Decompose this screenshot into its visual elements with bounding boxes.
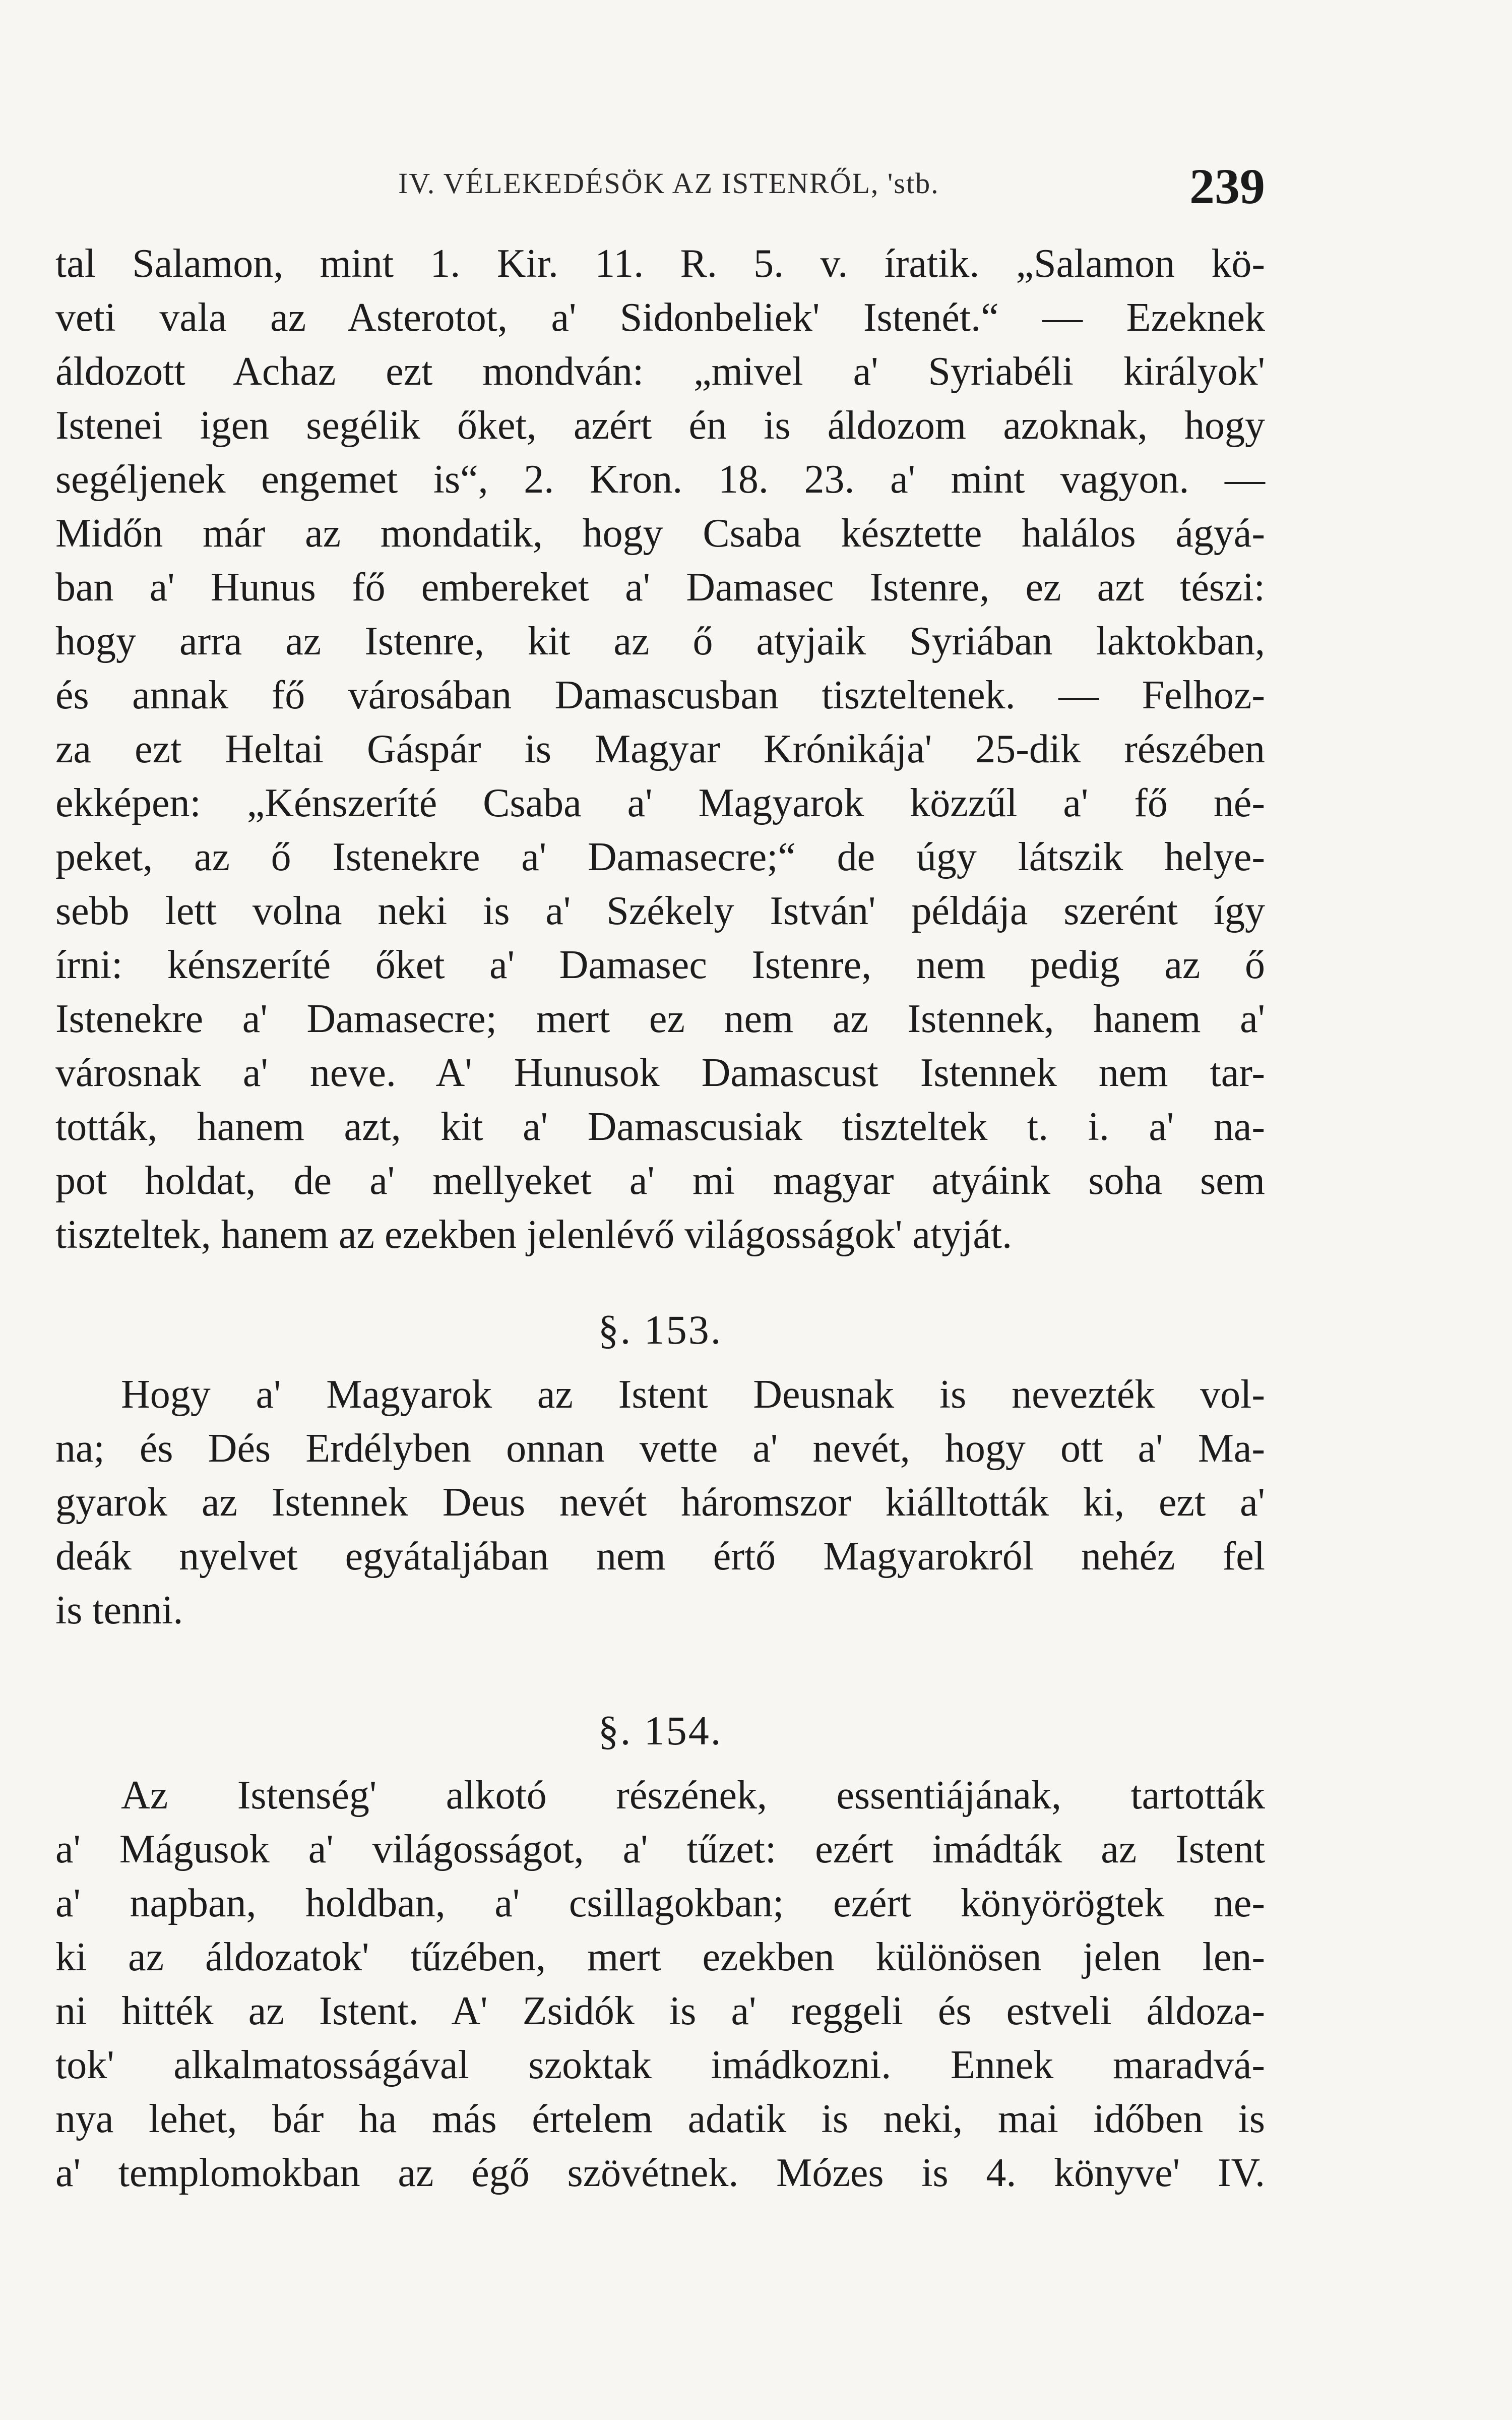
text-line: tották, hanem azt, kit a' Damascusiak tiszteltek t. i. a' na-: [55, 1105, 1265, 1149]
text-line: tok' alkalmatosságával szoktak imádkozni. Ennek maradvá-: [55, 2043, 1265, 2087]
text-line: Hogy a' Magyarok az Istent Deusnak is nevezték vol-: [121, 1372, 1265, 1417]
section-152-continuation: [55, 237, 1265, 1262]
text-line: za ezt Heltai Gáspár is Magyar Krónikája' 25-dik részében: [55, 727, 1265, 771]
section-153-heading: §. 153.: [598, 1307, 723, 1353]
text-line: is tenni.: [55, 1588, 183, 1632]
text-line: ni hitték az Istent. A' Zsidók is a' reggeli és estveli áldoza-: [55, 1989, 1265, 2033]
text-line: gyarok az Istennek Deus nevét háromszor kiálltották ki, ezt a': [55, 1480, 1265, 1525]
text-line: írni: kénszeríté őket a' Damasec Istenre, nem pedig az ő: [55, 943, 1265, 987]
text-line: ekképen: „Kénszeríté Csaba a' Magyarok közzűl a' fő né-: [55, 781, 1265, 825]
text-line: nya lehet, bár ha más értelem adatik is neki, mai időben is: [55, 2097, 1265, 2141]
text-line: na; és Dés Erdélyben onnan vette a' nevét, hogy ott a' Ma-: [55, 1426, 1265, 1471]
text-line: tal Salamon, mint 1. Kir. 11. R. 5. v. íratik. „Salamon kö-: [55, 241, 1265, 286]
text-line: áldozott Achaz ezt mondván: „mivel a' Syriabéli királyok': [55, 349, 1265, 394]
text-line: peket, az ő Istenekre a' Damasecre;“ de úgy látszik helye-: [55, 835, 1265, 879]
running-head: IV. VÉLEKEDÉSÖK AZ ISTENRŐL, 'stb.: [398, 167, 939, 200]
text-line: segéljenek engemet is“, 2. Kron. 18. 23. a' mint vagyon. —: [55, 457, 1265, 502]
text-line: deák nyelvet egyátaljában nem értő Magyarokról nehéz fel: [55, 1534, 1265, 1579]
text-line: a' napban, holdban, a' csillagokban; ezért könyörögtek ne-: [55, 1881, 1265, 1925]
page-body: [55, 237, 1265, 2200]
text-line: sebb lett volna neki is a' Székely István' példája szerént így: [55, 889, 1265, 933]
text-line: tiszteltek, hanem az ezekben jelenlévő világosságok' atyját.: [55, 1213, 1013, 1257]
text-line: veti vala az Asterotot, a' Sidonbeliek' Istenét.“ — Ezeknek: [55, 295, 1265, 340]
page-header: [55, 158, 1265, 222]
page-number: 239: [1189, 158, 1265, 214]
section-153-paragraph: [55, 1368, 1265, 1638]
section-154-heading: §. 154.: [598, 1708, 723, 1753]
text-line: a' templomokban az égő szövétnek. Mózes is 4. könyve' IV.: [55, 2151, 1265, 2195]
text-line: városnak a' neve. A' Hunusok Damascust Istennek nem tar-: [55, 1051, 1265, 1095]
section-154-paragraph: [55, 1769, 1265, 2200]
text-line: pot holdat, de a' mellyeket a' mi magyar atyáink soha sem: [55, 1159, 1265, 1203]
text-line: ban a' Hunus fő embereket a' Damasec Istenre, ez azt tészi:: [55, 565, 1265, 610]
text-line: Midőn már az mondatik, hogy Csaba késztette halálos ágyá-: [55, 511, 1265, 556]
text-line: Istenei igen segélik őket, azért én is áldozom azoknak, hogy: [55, 403, 1265, 448]
text-line: és annak fő városában Damascusban tiszteltenek. — Felhoz-: [55, 673, 1265, 717]
text-line: Istenekre a' Damasecre; mert ez nem az Istennek, hanem a': [55, 997, 1265, 1041]
text-line: ki az áldozatok' tűzében, mert ezekben különösen jelen len-: [55, 1935, 1265, 1979]
text-line: a' Mágusok a' világosságot, a' tűzet: ezért imádták az Istent: [55, 1827, 1265, 1871]
text-line: Az Istenség' alkotó részének, essentiájának, tartották: [121, 1773, 1265, 1818]
text-line: hogy arra az Istenre, kit az ő atyjaik Syriában laktokban,: [55, 619, 1265, 663]
